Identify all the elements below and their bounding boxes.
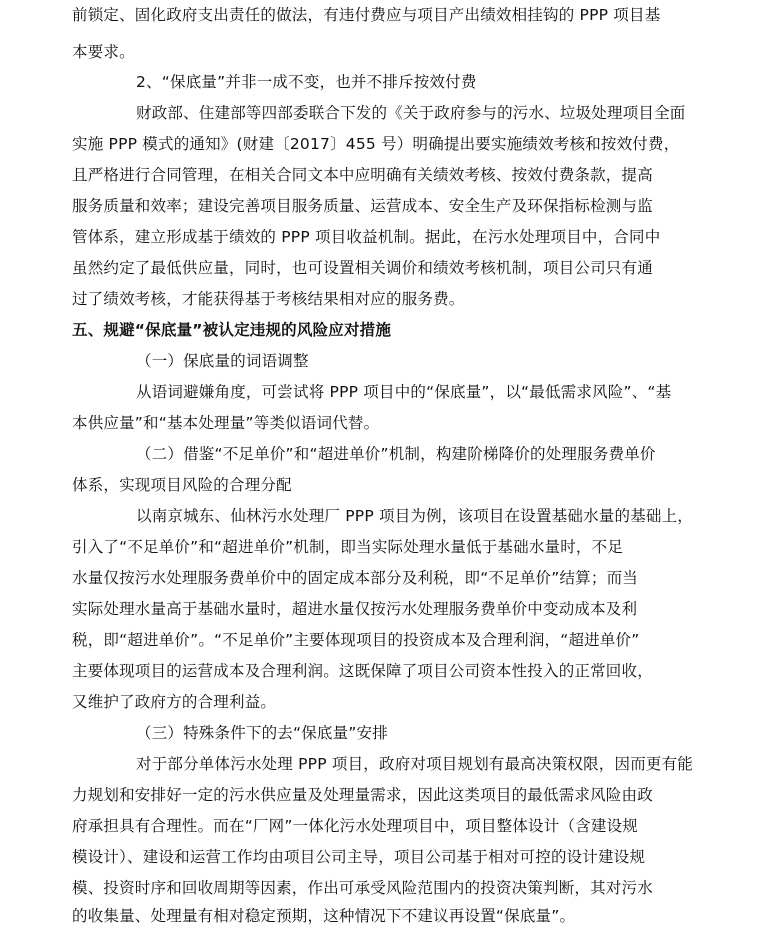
paragraph-line: 前锁定、固化政府支出责任的做法，有违付费应与项目产出绩效相挂钩的 PPP 项目基 <box>72 6 661 24</box>
paragraph-line: 水量仅按污水处理服务费单价中的固定成本部分及利税，即“不足单价”结算；而当 <box>72 569 638 587</box>
subsection-heading: 体系，实现项目风险的合理分配 <box>72 476 292 494</box>
paragraph-line: 且严格进行合同管理，在相关合同文本中应明确有关绩效考核、按效付费条款，提高 <box>72 166 653 184</box>
paragraph-line: 本供应量”和“基本处理量”等类似语词代替。 <box>72 414 380 432</box>
paragraph-line: 又维护了政府方的合理利益。 <box>72 693 277 711</box>
paragraph-line: 服务质量和效率；建设完善项目服务质量、运营成本、安全生产及环保指标检测与监 <box>72 197 653 215</box>
paragraph-line: 的收集量、处理量有相对稳定预期，这种情况下不建议再设置“保底量”。 <box>72 907 576 925</box>
paragraph-line: 虽然约定了最低供应量，同时，也可设置相关调价和绩效考核机制，项目公司只有通 <box>72 259 653 277</box>
paragraph-line: 引入了“不足单价”和“超进单价”机制，即当实际处理水量低于基础水量时，不足 <box>72 538 624 556</box>
paragraph-line: 实施 PPP 模式的通知》(财建〔2017〕455 号）明确提出要实施绩效考核和按效付费， <box>72 135 680 153</box>
subsection-heading: （三）特殊条件下的去“保底量”安排 <box>136 724 388 742</box>
subsection-heading: （一）保底量的词语调整 <box>136 352 309 370</box>
paragraph-line: 主要体现项目的运营成本及合理利润。这既保障了项目公司资本性投入的正常回收， <box>72 662 653 680</box>
paragraph-line: 模设计）、建设和运营工作均由项目公司主导，项目公司基于相对可控的设计建设规 <box>72 848 646 866</box>
section-heading: 五、规避“保底量”被认定违规的风险应对措施 <box>72 321 392 339</box>
paragraph-line: 模、投资时序和回收周期等因素，作出可承受风险范围内的投资决策判断，其对污水 <box>72 879 653 897</box>
paragraph-line: 财政部、住建部等四部委联合下发的《关于政府参与的污水、垃圾处理项目全面 <box>136 104 686 122</box>
paragraph-line: 实际处理水量高于基础水量时，超进水量仅按污水处理服务费单价中变动成本及利 <box>72 600 638 618</box>
subsection-heading: （二）借鉴“不足单价”和“超进单价”机制，构建阶梯降价的处理服务费单价 <box>136 445 656 463</box>
paragraph-line: 税，即“超进单价”。“不足单价”主要体现项目的投资成本及合理利润，“超进单价” <box>72 631 640 649</box>
paragraph-line: 管体系，建立形成基于绩效的 PPP 项目收益机制。据此，在污水处理项目中，合同中 <box>72 228 661 246</box>
paragraph-line: 力规划和安排好一定的污水供应量及处理量需求，因此这类项目的最低需求风险由政 <box>72 786 653 804</box>
paragraph-line: 对于部分单体污水处理 PPP 项目，政府对项目规划有最高决策权限，因而更有能 <box>136 755 693 773</box>
paragraph-line: 以南京城东、仙林污水处理厂 PPP 项目为例，该项目在设置基础水量的基础上， <box>136 507 693 525</box>
paragraph-line: 本要求。 <box>72 43 135 61</box>
paragraph-line: 府承担具有合理性。而在“厂网”一体化污水处理项目中，项目整体设计（含建设规 <box>72 817 638 835</box>
paragraph-line: 从语词避嫌角度，可尝试将 PPP 项目中的“保底量”，以“最低需求风险”、“基 <box>136 383 672 401</box>
paragraph-line: 过了绩效考核，才能获得基于考核结果相对应的服务费。 <box>72 290 465 308</box>
subsection-heading: 2、“保底量”并非一成不变，也并不排斥按效付费 <box>136 73 477 91</box>
